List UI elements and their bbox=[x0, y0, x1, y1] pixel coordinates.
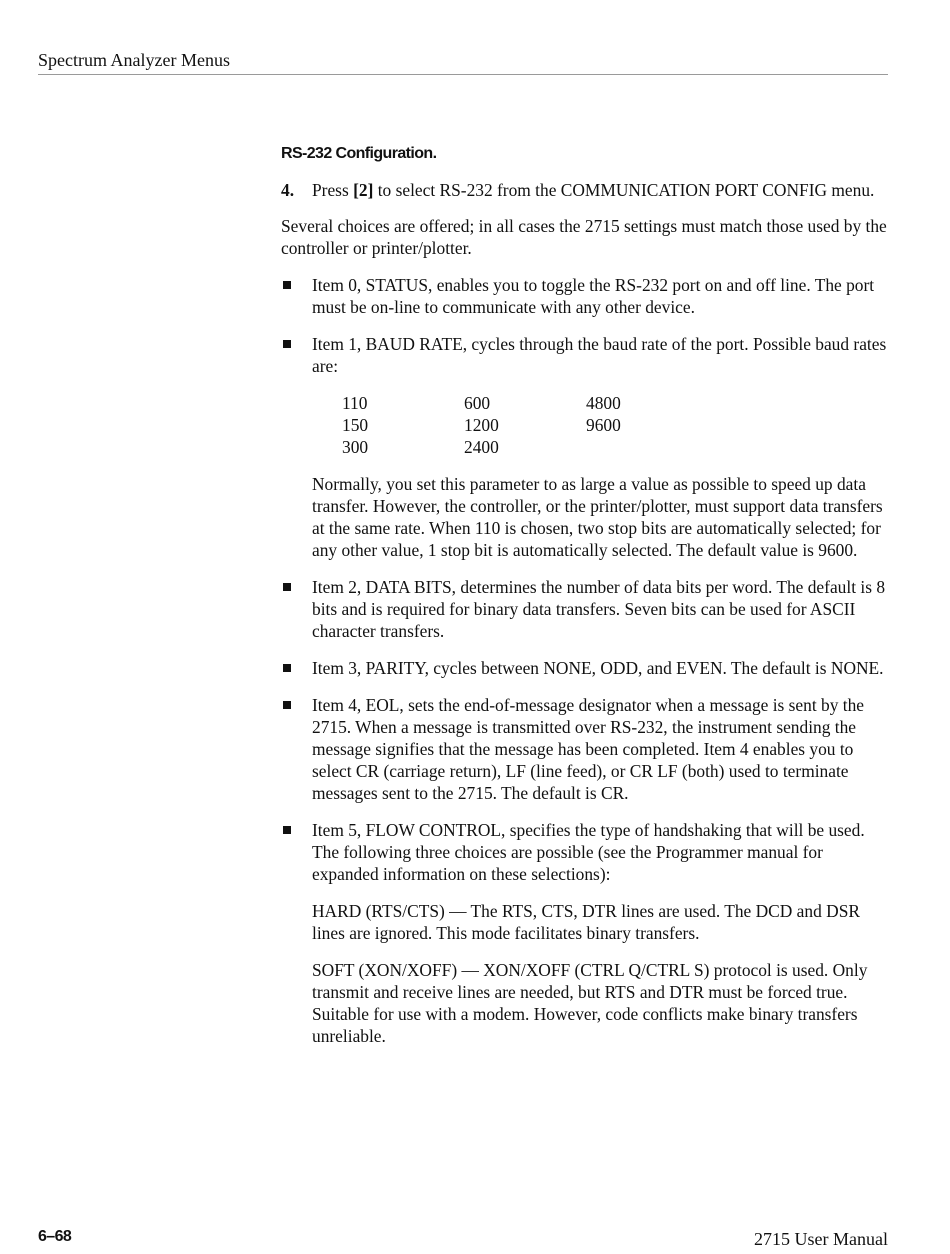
list-item-status bbox=[281, 274, 891, 318]
baud-rate-cell: 4800 bbox=[586, 393, 621, 413]
baud-rate-table bbox=[342, 392, 891, 458]
square-bullet-icon bbox=[281, 694, 312, 804]
baud-rate-cell: 2400 bbox=[464, 437, 499, 457]
baud-rate-cell bbox=[586, 436, 666, 458]
item-0-text: Item 0, STATUS, enables you to toggle the RS-232 port on and off line. The port must be on-line to communicate with any other device. bbox=[312, 275, 875, 317]
baud-rate-cell: 150 bbox=[342, 415, 369, 435]
square-bullet-icon bbox=[281, 274, 312, 318]
list-item-parity bbox=[281, 657, 891, 679]
square-bullet-icon bbox=[281, 576, 312, 642]
flow-control-soft: SOFT (XON/XOFF) — XON/XOFF (CTRL Q/CTRL S) protocol is used. Only transmit and receive lines are needed, but RTS and DTR must be forced true. Suitable for use with a modem. However, code conflicts make binary transfers unreliable. bbox=[312, 960, 868, 1046]
intro-paragraph: Several choices are offered; in all cases the 2715 settings must match those used by the controller or printer/plotter. bbox=[281, 216, 887, 258]
square-bullet-icon bbox=[281, 819, 312, 1047]
step-text-before: Press bbox=[312, 180, 354, 200]
page-content bbox=[281, 143, 891, 1062]
baud-rate-cell: 600 bbox=[464, 393, 491, 413]
item-2-text: Item 2, DATA BITS, determines the number of data bits per word. The default is 8 bits and is required for binary data transfers. Seven bits can be used for ASCII character transfers. bbox=[312, 577, 886, 641]
item-5-text: Item 5, FLOW CONTROL, specifies the type of handshaking that will be used. The following three choices are possible (see the Programmer manual for expanded information on these selections): bbox=[312, 820, 865, 884]
running-header: Spectrum Analyzer Menus bbox=[38, 50, 230, 70]
baud-rate-cell: 300 bbox=[342, 437, 369, 457]
baud-rate-cell: 110 bbox=[342, 393, 368, 413]
list-item-eol bbox=[281, 694, 891, 804]
step-number: 4. bbox=[281, 180, 295, 200]
step-4 bbox=[281, 179, 891, 201]
flow-control-hard: HARD (RTS/CTS) — The RTS, CTS, DTR lines are used. The DCD and DSR lines are ignored. This mode facilitates binary transfers. bbox=[312, 901, 860, 943]
step-key: [2] bbox=[353, 180, 374, 200]
item-4-text: Item 4, EOL, sets the end-of-message designator when a message is sent by the 2715. When a message is transmitted over RS-232, the instrument sending the message signifies that the message has been completed. Item 4 enables you to select CR (carriage return), LF (line feed), or CR LF (both) used to terminate messages sent to the 2715. The default is CR. bbox=[312, 695, 864, 803]
list-item-baud-rate bbox=[281, 333, 891, 561]
list-item-flow-control bbox=[281, 819, 891, 1047]
list-item-data-bits bbox=[281, 576, 891, 642]
header-rule bbox=[38, 74, 888, 75]
item-3-text: Item 3, PARITY, cycles between NONE, ODD, and EVEN. The default is NONE. bbox=[312, 658, 884, 678]
square-bullet-icon bbox=[281, 657, 312, 679]
baud-rate-cell: 1200 bbox=[464, 415, 499, 435]
baud-rate-cell: 9600 bbox=[586, 415, 621, 435]
page-number: 6–68 bbox=[38, 1228, 72, 1245]
section-heading: RS-232 Configuration. bbox=[281, 145, 437, 162]
item-1-note: Normally, you set this parameter to as large a value as possible to speed up data transfer. However, the controller, or the printer/plotter, must support data transfers at the same rate. When 110 is chosen, two stop bits are automatically selected; for any other value, 1 stop bit is automatically selected. The default value is 9600. bbox=[312, 474, 883, 560]
square-bullet-icon bbox=[281, 333, 312, 561]
step-text-after: to select RS-232 from the COMMUNICATION PORT CONFIG menu. bbox=[373, 180, 875, 200]
step-text bbox=[312, 179, 891, 201]
item-1-text: Item 1, BAUD RATE, cycles through the baud rate of the port. Possible baud rates are: bbox=[312, 334, 887, 376]
manual-title: 2715 User Manual bbox=[754, 1229, 888, 1249]
